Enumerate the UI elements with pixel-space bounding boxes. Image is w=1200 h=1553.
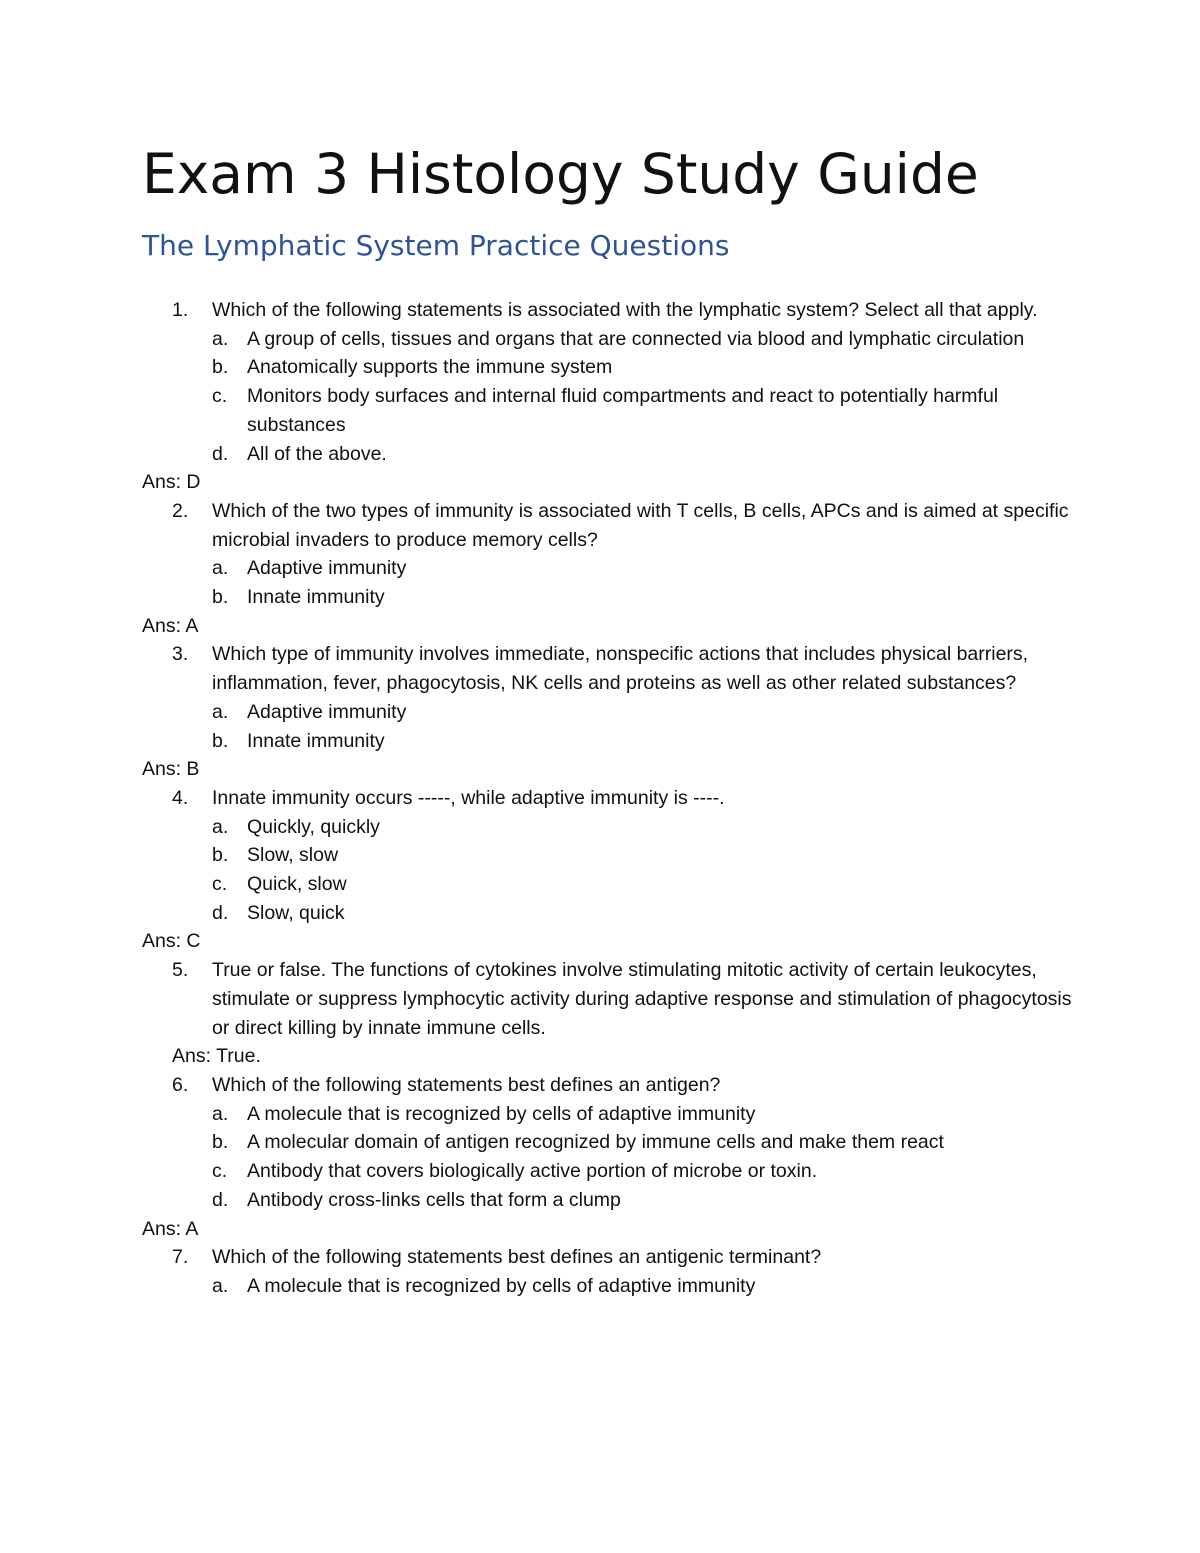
answer-option [142, 1186, 1072, 1215]
option-letter: d. [212, 1188, 229, 1211]
question-text: Which type of immunity involves immediate, nonspecific actions that includes physical barriers, inflammation, fever, phagocytosis, NK cells and proteins as well as other related substances? [212, 643, 1029, 695]
answer-option [142, 727, 1072, 756]
answer-key: Ans: A [142, 614, 199, 637]
question-text: Which of the following statements best defines an antigenic terminant? [212, 1246, 822, 1269]
option-letter: a. [212, 1102, 229, 1125]
option-text: Quick, slow [247, 873, 347, 896]
option-letter: a. [212, 557, 229, 580]
answer-option [142, 440, 1072, 469]
question-text: Innate immunity occurs -----, while adaptive immunity is ----. [212, 786, 725, 809]
answer-option [142, 583, 1072, 612]
option-letter: b. [212, 844, 229, 867]
question-item [142, 784, 1072, 813]
answer-option [142, 554, 1072, 583]
option-letter: b. [212, 586, 229, 609]
question-item [142, 296, 1072, 325]
option-letter: b. [212, 729, 229, 752]
answer-option [142, 1157, 1072, 1186]
option-text: Innate immunity [247, 586, 385, 609]
answer-key: Ans: D [142, 471, 201, 494]
option-text: Antibody that covers biologically active portion of microbe or toxin. [247, 1160, 818, 1183]
option-text: Slow, slow [247, 844, 339, 867]
question-number: 2. [172, 499, 189, 522]
question-text: Which of the following statements is associated with the lymphatic system? Select all that apply. [212, 299, 1038, 321]
question-list [142, 296, 1072, 1301]
page-title: Exam 3 Histology Study Guide [142, 142, 979, 206]
option-letter: a. [212, 700, 229, 723]
answer-option [142, 698, 1072, 727]
option-letter: d. [212, 442, 229, 465]
question-item [142, 497, 1072, 554]
option-letter: c. [212, 385, 228, 408]
answer-option [142, 899, 1072, 928]
option-text: Quickly, quickly [247, 815, 380, 838]
question-item [142, 956, 1072, 1042]
question-text: Which of the two types of immunity is associated with T cells, B cells, APCs and is aimed at specific microbial invaders to produce memory cells? [212, 499, 1069, 551]
question-number: 3. [172, 643, 189, 666]
option-letter: a. [212, 815, 229, 838]
answer-option [142, 1100, 1072, 1129]
answer-key: Ans: C [142, 930, 201, 953]
option-letter: c. [212, 873, 228, 896]
answer-option [142, 870, 1072, 899]
answer-option [142, 353, 1072, 382]
section-heading: The Lymphatic System Practice Questions [142, 229, 730, 262]
question-text: Which of the following statements best defines an antigen? [212, 1073, 721, 1096]
answer-option [142, 1128, 1072, 1157]
option-text: Adaptive immunity [247, 700, 407, 723]
answer-option [142, 841, 1072, 870]
answer-option [142, 382, 1072, 439]
option-letter: a. [212, 327, 229, 350]
question-number: 6. [172, 1073, 189, 1096]
option-letter: b. [212, 1131, 229, 1154]
option-text: Anatomically supports the immune system [247, 356, 613, 379]
option-text: A molecule that is recognized by cells of adaptive immunity [247, 1274, 756, 1297]
question-text: True or false. The functions of cytokines involve stimulating mitotic activity of certain leukocytes, stimulate or suppress lymphocytic activity during adaptive response and stimulation of phagocytosis or direct killing by innate immune cells. [212, 959, 1072, 1039]
answer-key: Ans: True. [172, 1045, 261, 1068]
answer-key: Ans: A [142, 1217, 199, 1240]
answer-option [142, 325, 1072, 354]
answer-option [142, 813, 1072, 842]
option-text: A molecule that is recognized by cells of adaptive immunity [247, 1102, 756, 1125]
question-number: 4. [172, 786, 189, 809]
option-text: A group of cells, tissues and organs that are connected via blood and lymphatic circulation [247, 327, 1025, 350]
answer-key: Ans: B [142, 758, 200, 781]
question-item [142, 640, 1072, 697]
option-letter: d. [212, 901, 229, 924]
option-text: Slow, quick [247, 901, 345, 924]
question-item [142, 1243, 1072, 1272]
answer-option [142, 1272, 1072, 1301]
question-number: 1. [172, 299, 189, 321]
option-text: Adaptive immunity [247, 557, 407, 580]
question-item [142, 1071, 1072, 1100]
option-text: All of the above. [247, 442, 387, 465]
question-number: 7. [172, 1246, 189, 1269]
option-letter: b. [212, 356, 229, 379]
option-letter: c. [212, 1160, 228, 1183]
option-text: Innate immunity [247, 729, 385, 752]
question-number: 5. [172, 959, 189, 982]
option-letter: a. [212, 1274, 229, 1297]
option-text: Antibody cross-links cells that form a clump [247, 1188, 621, 1211]
option-text: Monitors body surfaces and internal fluid compartments and react to potentially harmful substances [247, 385, 999, 436]
option-text: A molecular domain of antigen recognized by immune cells and make them react [247, 1131, 944, 1154]
